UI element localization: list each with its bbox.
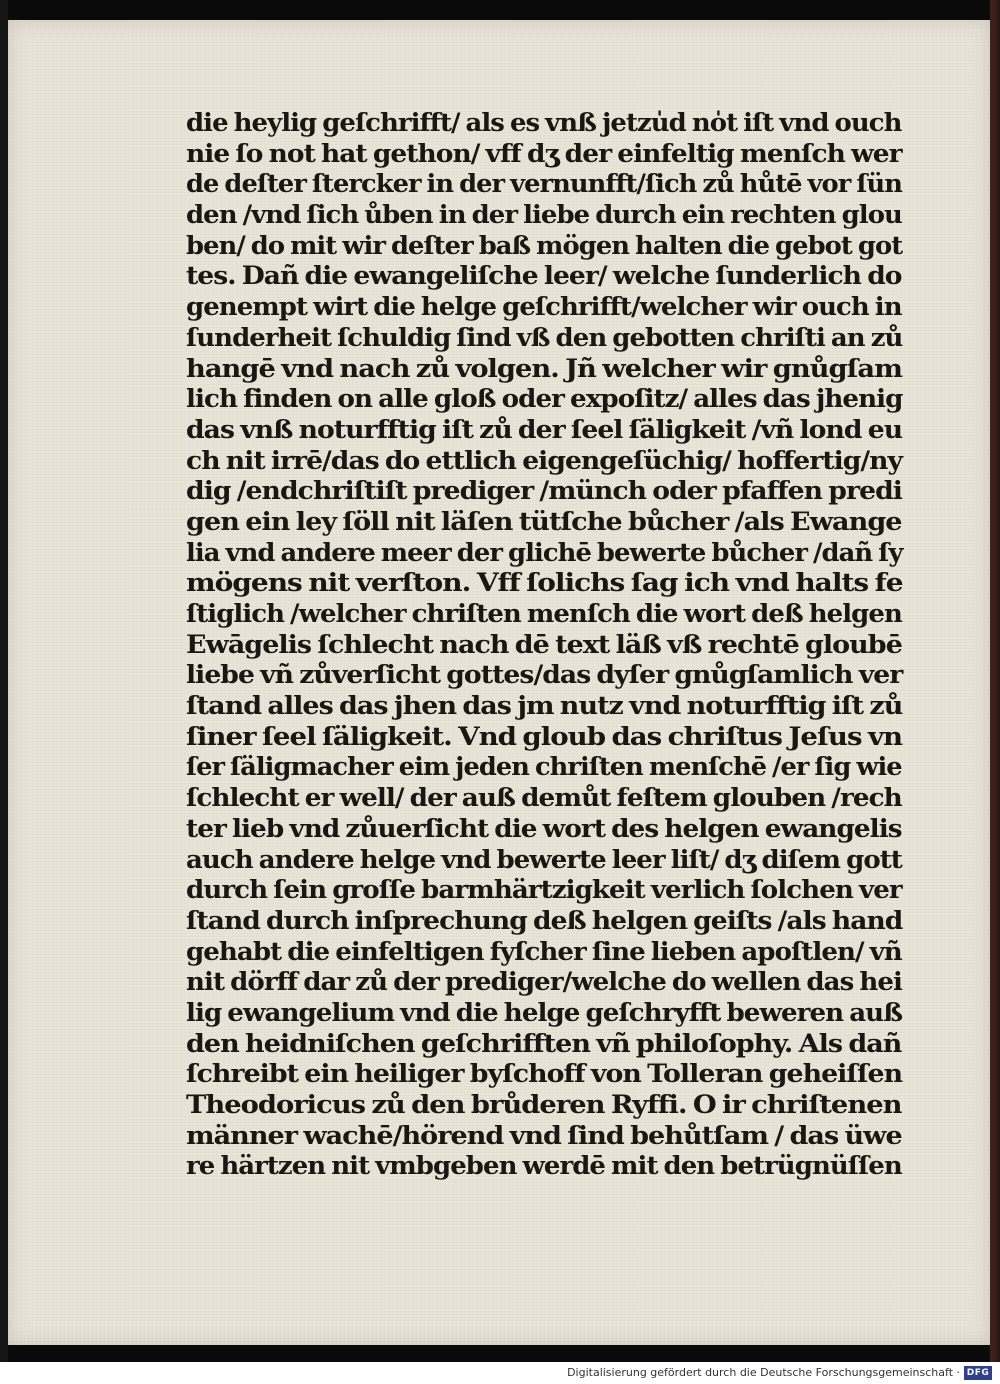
text-line: den heidniſchen geſchrifften vñ philoſophy. Als dañ [186, 1028, 902, 1058]
text-line: tes. Dañ die ewangeliſche leer/ welche ſunderlich do [186, 261, 902, 291]
text-line: lich finden on alle gloß oder expoſitz/ alles das jhenig [186, 384, 903, 414]
text-line: mögens nit verſton. Vff ſolichs ſag ich vnd halts fe [186, 568, 903, 598]
text-line: dig /endchriſtiſt prediger /münch oder pfaffen predi [186, 476, 902, 506]
text-line: männer wachē/hörend vnd ſind behůtſam / das üwe [186, 1120, 902, 1150]
text-line: ter lieb vnd zůuerſicht die wort des helgen ewangelis [186, 813, 902, 843]
text-line: de deſter ſtercker in der vernunfft/ſich zů hůtē vor ſün [186, 169, 902, 199]
footer-bar [0, 1362, 1000, 1384]
text-line: ſchreibt ein heiliger byſchoff von Tolleran geheiſſen [186, 1059, 903, 1089]
text-line: hangē vnd nach zů volgen. Jñ welcher wir gnůgſam [186, 353, 902, 383]
text-line: ben/ do mit wir deſter baß mögen halten die gebot got [186, 230, 903, 260]
text-line: Ewāgelis ſchlecht nach dē text läß vß rechtē gloubē [186, 629, 902, 659]
text-line: den /vnd ſich ůben in der liebe durch ein rechten glou [186, 200, 902, 230]
page-edge-left [0, 0, 8, 1362]
text-line: das vnß noturfftig iſt zů der ſeel ſäligkeit /vñ lond eu [186, 414, 903, 444]
text-line: ſtiglich /welcher chriſten menſch die wort deß helgen [186, 599, 902, 628]
text-line: ſtand durch inſprechung deß helgen geiſts /als hand [186, 905, 903, 935]
text-line: Theodoricus zů den brůderen Ryffi. O ir chriſtenen [186, 1090, 902, 1119]
dfg-logo: DFG [964, 1366, 992, 1380]
text-line: liebe vñ zůverſicht gottes/das dyſer gnůgſamlich ver [186, 660, 903, 690]
text-line: ſunderheit ſchuldig ſind vß den gebotten chriſti an zů [186, 322, 903, 352]
text-line: lia vnd andere meer der glichē bewerte bůcher /dañ ſy [186, 537, 903, 567]
text-line: ſiner ſeel ſäligkeit. Vnd gloub das chriſtus Jeſus vn [186, 721, 903, 751]
text-line: ſtand alles das jhen das jm nutz vnd noturfftig iſt zů [186, 691, 903, 721]
text-line: durch ſein groſſe barmhärtzigkeit verlich ſolchen ver [186, 875, 902, 905]
text-line: lig ewangelium vnd die helge geſchryfft beweren auß [186, 997, 903, 1027]
text-line: nie ſo not hat gethon/ vff dʒ der einfeltig menſch wer [186, 138, 902, 168]
funding-credit: Digitalisierung gefördert durch die Deutsche Forschungsgemeinschaft · [567, 1366, 960, 1379]
text-line: gehabt die einfeltigen fyſcher ſine lieben apoſtlen/ vñ [186, 936, 902, 966]
text-line: genempt wirt die helge geſchrifft/welcher wir ouch in [186, 292, 902, 322]
text-line: nit dörff dar zů der prediger/welche do wellen das hei [186, 967, 903, 997]
text-line: ſchlecht er well/ der auß demůt feſtem glouben /rech [186, 783, 902, 813]
text-line: ſer ſäligmacher eim jeden chriſten menſchē /er ſig wie [186, 752, 902, 782]
text-line: auch andere helge vnd bewerte leer liſt/ dʒ diſem gott [186, 844, 902, 874]
text-line: re härtzen nit vmbgeben werdē mit den betrügnüſſen [186, 1151, 902, 1181]
text-line: die heylig geſchrifft/ als es vnß jetzu̍d no̍t iſt vnd ouch [186, 108, 902, 137]
text-block [186, 108, 902, 1182]
text-line: ch nit irrē/das do ettlich eigengeſüchig/ hoffertig/ny [186, 445, 903, 475]
page-edge-right [990, 0, 1000, 1362]
text-line: gen ein ley ſöll nit läſen tütſche bůcher /als Ewange [186, 506, 902, 536]
